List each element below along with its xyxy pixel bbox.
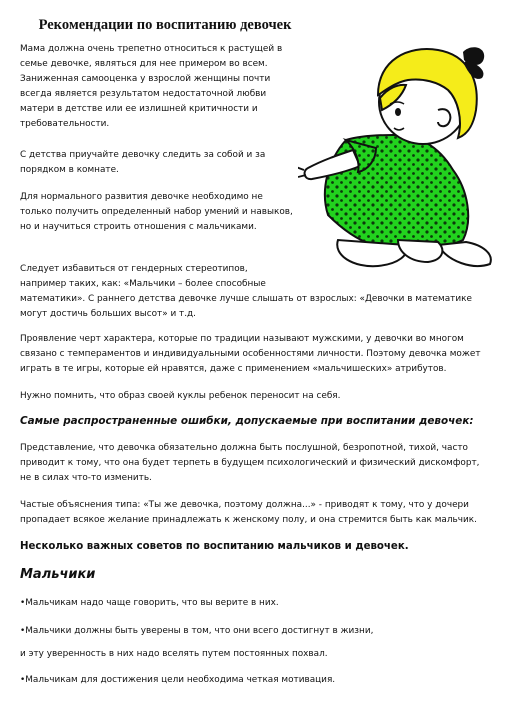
bullet-believe: •Мальчикам надо чаще говорить, что вы верите в них. xyxy=(20,598,279,608)
page-title: Рекомендации по воспитанию девочек xyxy=(38,17,292,33)
paragraph-stereotypes-line2: например таких, как: «Мальчики – более способные xyxy=(20,279,266,289)
paragraph-mother-role: Мама должна очень трепетно относиться к растущей в семье девочке, являться для нее примером во всем. Заниженная самооценка у взрослой женщины почти всегда является результатом недостаточной любви матери в детстве или ее излишней критичности и требовательности. xyxy=(20,44,283,129)
paragraph-you-are-girl: Частые объяснения типа: «Ты же девочка, поэтому должна...» - приводят к тому, что у дочери пропадает всякое желание принадлежать к женскому полу, и она стремится быть как мальчик. xyxy=(20,500,477,525)
paragraph-character-traits: Проявление черт характера, которые по традиции называют мужскими, у девочки во многом связано с темпераментов и индивидуальными особенностями личности. Поэтому девочка может играть в те игры, которые ей нравятся, даже с применением «мальчишеских» атрибутов. xyxy=(20,334,481,374)
girl-illustration xyxy=(298,40,494,280)
heading-common-mistakes: Самые распространенные ошибки, допускаемые при воспитании девочек: xyxy=(20,415,474,427)
paragraph-relationships: Для нормального развития девочке необходимо не только получить определенный набор умений и навыков, но и научиться строить отношения с мальчиками. xyxy=(20,192,293,232)
bullet-praise: и эту уверенность в них надо вселять путем постоянных похвал. xyxy=(20,649,328,659)
paragraph-obedience: Представление, что девочка обязательно должна быть послушной, безропотной, тихой, часто приводит к тому, что она будет терпеть в будущем психологический и физический дискомфорт, не в силах что-то изменить. xyxy=(20,443,480,483)
paragraph-tidiness: С детства приучайте девочку следить за собой и за порядком в комнате. xyxy=(20,150,266,175)
bullet-confidence: •Мальчики должны быть уверены в том, что они всего достигнут в жизни, xyxy=(20,626,374,636)
heading-important-tips: Несколько важных советов по воспитанию мальчиков и девочек. xyxy=(20,541,409,552)
paragraph-stereotypes-line1: Следует избавиться от гендерных стереотипов, xyxy=(20,264,248,274)
bullet-motivation: •Мальчикам для достижения цели необходима четкая мотивация. xyxy=(20,675,336,685)
heading-boys: Мальчики xyxy=(20,567,96,582)
paragraph-stereotypes-cont: математики». С раннего детства девочке лучше слышать от взрослых: «Девочки в математике могут достичь больших высот» и т.д. xyxy=(20,294,472,319)
paragraph-doll-image: Нужно помнить, что образ своей куклы ребенок переносит на себя. xyxy=(20,391,341,401)
